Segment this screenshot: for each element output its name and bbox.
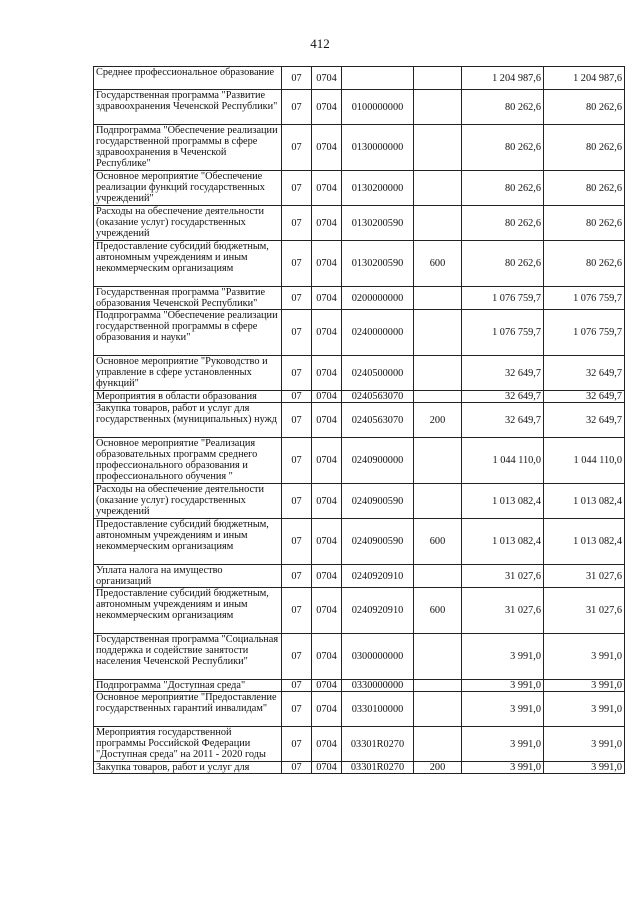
row-sum-year-1: 1 204 987,6 xyxy=(462,67,544,90)
table-row xyxy=(94,762,625,774)
row-sum-year-1: 1 044 110,0 xyxy=(462,438,544,484)
row-target-article: 0330100000 xyxy=(342,692,414,727)
row-sum-year-1: 1 076 759,7 xyxy=(462,287,544,310)
row-name: Основное мероприятие "Предоставление государственных гарантий инвалидам" xyxy=(94,692,282,727)
row-sum-year-1: 80 262,6 xyxy=(462,90,544,125)
row-sum-year-2: 3 991,0 xyxy=(544,727,625,762)
budget-table xyxy=(93,66,625,774)
row-name: Основное мероприятие "Реализация образовательных программ среднего профессионального образования и профессионального обучения " xyxy=(94,438,282,484)
row-sum-year-1: 32 649,7 xyxy=(462,356,544,391)
row-section: 07 xyxy=(282,680,312,692)
table-row xyxy=(94,125,625,171)
row-name: Подпрограмма "Обеспечение реализации государственной программы в сфере образования и науки" xyxy=(94,310,282,356)
row-subsection: 0704 xyxy=(312,484,342,519)
row-sum-year-1: 80 262,6 xyxy=(462,171,544,206)
table-row xyxy=(94,727,625,762)
row-sum-year-1: 31 027,6 xyxy=(462,588,544,634)
row-target-article: 03301R0270 xyxy=(342,727,414,762)
row-subsection: 0704 xyxy=(312,90,342,125)
row-section: 07 xyxy=(282,727,312,762)
row-sum-year-1: 3 991,0 xyxy=(462,692,544,727)
row-target-article: 0330000000 xyxy=(342,680,414,692)
row-name: Предоставление субсидий бюджетным, автономным учреждениям и иным некоммерческим организациям xyxy=(94,588,282,634)
table-row xyxy=(94,565,625,588)
row-section: 07 xyxy=(282,125,312,171)
row-section: 07 xyxy=(282,692,312,727)
row-sum-year-1: 80 262,6 xyxy=(462,125,544,171)
row-section: 07 xyxy=(282,634,312,680)
table-row xyxy=(94,403,625,438)
row-name: Уплата налога на имущество организаций xyxy=(94,565,282,588)
table-row xyxy=(94,634,625,680)
table-row xyxy=(94,391,625,403)
table-row xyxy=(94,356,625,391)
row-target-article: 0130200590 xyxy=(342,241,414,287)
row-expense-type xyxy=(414,438,462,484)
row-sum-year-2: 32 649,7 xyxy=(544,356,625,391)
row-subsection: 0704 xyxy=(312,206,342,241)
row-section: 07 xyxy=(282,241,312,287)
row-sum-year-2: 32 649,7 xyxy=(544,391,625,403)
row-name: Подпрограмма "Доступная среда" xyxy=(94,680,282,692)
row-sum-year-2: 31 027,6 xyxy=(544,565,625,588)
row-target-article: 0100000000 xyxy=(342,90,414,125)
row-sum-year-1: 3 991,0 xyxy=(462,680,544,692)
row-name: Основное мероприятие "Обеспечение реализации функций государственных учреждений" xyxy=(94,171,282,206)
table-row xyxy=(94,692,625,727)
row-sum-year-1: 80 262,6 xyxy=(462,206,544,241)
row-expense-type xyxy=(414,287,462,310)
row-name: Государственная программа "Социальная поддержка и содействие занятости населения Чеченской Республики" xyxy=(94,634,282,680)
row-name: Закупка товаров, работ и услуг для государственных (муниципальных) нужд xyxy=(94,403,282,438)
row-subsection: 0704 xyxy=(312,588,342,634)
row-section: 07 xyxy=(282,403,312,438)
row-subsection: 0704 xyxy=(312,680,342,692)
row-sum-year-2: 80 262,6 xyxy=(544,125,625,171)
row-expense-type xyxy=(414,310,462,356)
row-subsection: 0704 xyxy=(312,692,342,727)
row-expense-type xyxy=(414,565,462,588)
row-subsection: 0704 xyxy=(312,356,342,391)
row-sum-year-1: 31 027,6 xyxy=(462,565,544,588)
row-sum-year-2: 1 044 110,0 xyxy=(544,438,625,484)
table-row xyxy=(94,206,625,241)
row-target-article: 0130200000 xyxy=(342,171,414,206)
table-row xyxy=(94,67,625,90)
row-sum-year-2: 80 262,6 xyxy=(544,206,625,241)
row-sum-year-2: 1 013 082,4 xyxy=(544,484,625,519)
row-expense-type xyxy=(414,206,462,241)
row-sum-year-1: 3 991,0 xyxy=(462,634,544,680)
row-sum-year-2: 3 991,0 xyxy=(544,762,625,774)
row-sum-year-1: 80 262,6 xyxy=(462,241,544,287)
row-name: Подпрограмма "Обеспечение реализации государственной программы в сфере здравоохранения в Чеченской Республике" xyxy=(94,125,282,171)
row-target-article: 0240920910 xyxy=(342,588,414,634)
row-section: 07 xyxy=(282,438,312,484)
row-expense-type xyxy=(414,67,462,90)
table-row xyxy=(94,680,625,692)
table-row xyxy=(94,484,625,519)
row-expense-type xyxy=(414,484,462,519)
row-subsection: 0704 xyxy=(312,310,342,356)
row-target-article: 0130000000 xyxy=(342,125,414,171)
row-sum-year-1: 3 991,0 xyxy=(462,762,544,774)
row-expense-type: 600 xyxy=(414,241,462,287)
row-name: Расходы на обеспечение деятельности (оказание услуг) государственных учреждений xyxy=(94,206,282,241)
row-section: 07 xyxy=(282,519,312,565)
row-sum-year-2: 1 013 082,4 xyxy=(544,519,625,565)
row-name: Основное мероприятие "Руководство и управление в сфере установленных функций" xyxy=(94,356,282,391)
row-target-article: 0240900590 xyxy=(342,484,414,519)
row-subsection: 0704 xyxy=(312,125,342,171)
row-name: Среднее профессиональное образование xyxy=(94,67,282,90)
row-sum-year-2: 31 027,6 xyxy=(544,588,625,634)
row-section: 07 xyxy=(282,287,312,310)
row-section: 07 xyxy=(282,762,312,774)
table-row xyxy=(94,90,625,125)
row-section: 07 xyxy=(282,484,312,519)
table-row xyxy=(94,287,625,310)
row-sum-year-2: 32 649,7 xyxy=(544,403,625,438)
row-subsection: 0704 xyxy=(312,171,342,206)
row-expense-type: 200 xyxy=(414,403,462,438)
row-expense-type xyxy=(414,356,462,391)
row-subsection: 0704 xyxy=(312,403,342,438)
row-name: Предоставление субсидий бюджетным, автономным учреждениям и иным некоммерческим организациям xyxy=(94,519,282,565)
table-row xyxy=(94,171,625,206)
row-subsection: 0704 xyxy=(312,634,342,680)
row-section: 07 xyxy=(282,67,312,90)
row-target-article: 0240900000 xyxy=(342,438,414,484)
row-expense-type xyxy=(414,727,462,762)
row-name: Мероприятия в области образования xyxy=(94,391,282,403)
row-sum-year-2: 80 262,6 xyxy=(544,241,625,287)
row-name: Мероприятия государственной программы Российской Федерации "Доступная среда" на 2011 - 2020 годы xyxy=(94,727,282,762)
row-sum-year-1: 1 013 082,4 xyxy=(462,519,544,565)
row-expense-type: 200 xyxy=(414,762,462,774)
row-sum-year-2: 3 991,0 xyxy=(544,634,625,680)
row-subsection: 0704 xyxy=(312,519,342,565)
row-subsection: 0704 xyxy=(312,762,342,774)
row-expense-type xyxy=(414,171,462,206)
row-sum-year-2: 80 262,6 xyxy=(544,90,625,125)
row-sum-year-2: 1 076 759,7 xyxy=(544,310,625,356)
row-section: 07 xyxy=(282,206,312,241)
table-row xyxy=(94,588,625,634)
row-sum-year-1: 1 013 082,4 xyxy=(462,484,544,519)
row-subsection: 0704 xyxy=(312,67,342,90)
row-sum-year-1: 3 991,0 xyxy=(462,727,544,762)
budget-table-body xyxy=(94,67,625,774)
row-section: 07 xyxy=(282,391,312,403)
row-target-article: 0300000000 xyxy=(342,634,414,680)
row-section: 07 xyxy=(282,171,312,206)
row-section: 07 xyxy=(282,588,312,634)
row-target-article xyxy=(342,67,414,90)
row-expense-type: 600 xyxy=(414,588,462,634)
row-target-article: 0200000000 xyxy=(342,287,414,310)
row-expense-type xyxy=(414,125,462,171)
row-sum-year-2: 1 204 987,6 xyxy=(544,67,625,90)
row-name: Расходы на обеспечение деятельности (оказание услуг) государственных учреждений xyxy=(94,484,282,519)
row-subsection: 0704 xyxy=(312,565,342,588)
row-subsection: 0704 xyxy=(312,287,342,310)
row-section: 07 xyxy=(282,356,312,391)
row-subsection: 0704 xyxy=(312,241,342,287)
row-sum-year-2: 1 076 759,7 xyxy=(544,287,625,310)
row-expense-type xyxy=(414,391,462,403)
row-expense-type xyxy=(414,90,462,125)
row-sum-year-2: 3 991,0 xyxy=(544,680,625,692)
row-section: 07 xyxy=(282,90,312,125)
table-row xyxy=(94,438,625,484)
row-target-article: 03301R0270 xyxy=(342,762,414,774)
row-name: Закупка товаров, работ и услуг для xyxy=(94,762,282,774)
row-subsection: 0704 xyxy=(312,727,342,762)
page-number: 412 xyxy=(310,36,330,51)
row-expense-type: 600 xyxy=(414,519,462,565)
row-name: Государственная программа "Развитие здравоохранения Чеченской Республики" xyxy=(94,90,282,125)
row-sum-year-1: 1 076 759,7 xyxy=(462,310,544,356)
row-target-article: 0240900590 xyxy=(342,519,414,565)
row-section: 07 xyxy=(282,565,312,588)
row-sum-year-1: 32 649,7 xyxy=(462,403,544,438)
row-expense-type xyxy=(414,680,462,692)
row-target-article: 0240920910 xyxy=(342,565,414,588)
row-target-article: 0240500000 xyxy=(342,356,414,391)
row-sum-year-2: 3 991,0 xyxy=(544,692,625,727)
row-sum-year-1: 32 649,7 xyxy=(462,391,544,403)
row-sum-year-2: 80 262,6 xyxy=(544,171,625,206)
table-row xyxy=(94,519,625,565)
row-name: Предоставление субсидий бюджетным, автономным учреждениям и иным некоммерческим организациям xyxy=(94,241,282,287)
table-row xyxy=(94,241,625,287)
row-target-article: 0240563070 xyxy=(342,391,414,403)
row-name: Государственная программа "Развитие образования Чеченской Республики" xyxy=(94,287,282,310)
row-expense-type xyxy=(414,692,462,727)
row-expense-type xyxy=(414,634,462,680)
row-target-article: 0240563070 xyxy=(342,403,414,438)
row-target-article: 0130200590 xyxy=(342,206,414,241)
row-target-article: 0240000000 xyxy=(342,310,414,356)
row-subsection: 0704 xyxy=(312,391,342,403)
row-section: 07 xyxy=(282,310,312,356)
row-subsection: 0704 xyxy=(312,438,342,484)
table-row xyxy=(94,310,625,356)
